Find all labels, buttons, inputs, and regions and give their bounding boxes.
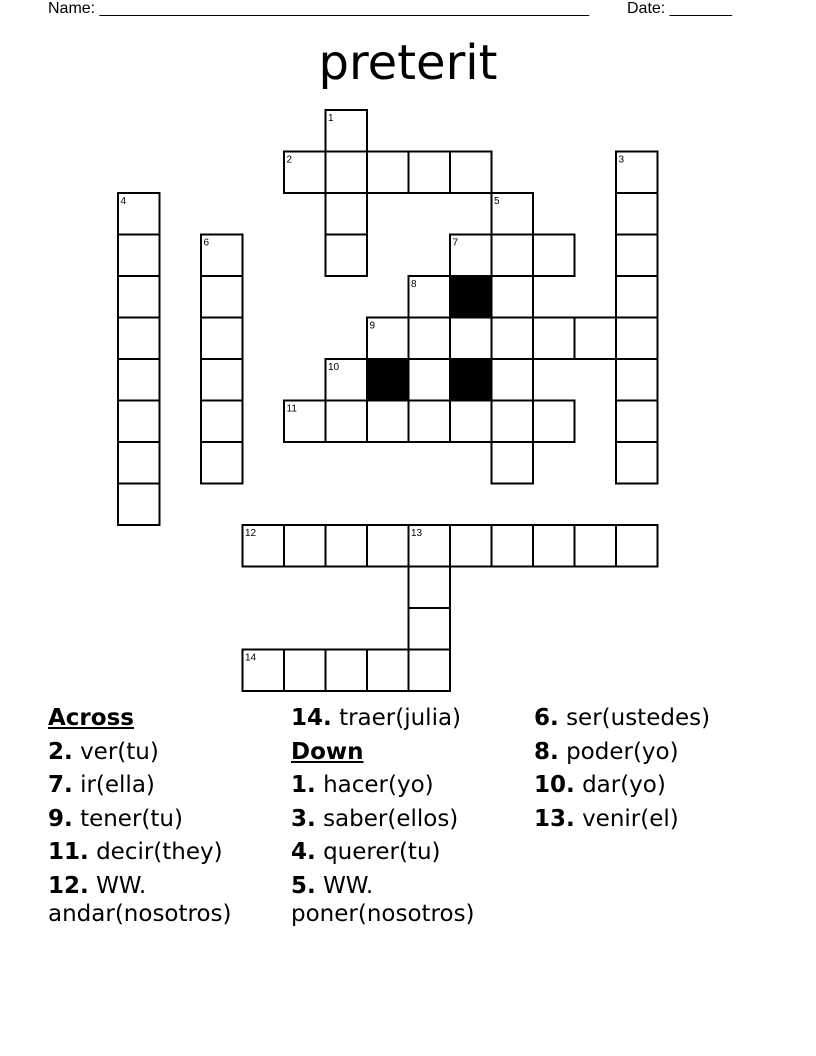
- clue-number-8: 8: [411, 279, 417, 290]
- grid-cell[interactable]: [616, 401, 658, 443]
- down-heading: Down: [291, 738, 364, 765]
- clue-down-6: 6. ser(ustedes): [534, 705, 711, 731]
- clue-across-9: 9. tener(tu): [48, 805, 183, 832]
- grid-cell[interactable]: [450, 318, 492, 360]
- clue-number-11: 11: [286, 403, 297, 415]
- grid-cell[interactable]: [616, 318, 658, 360]
- grid-cell[interactable]: [616, 276, 658, 318]
- clue-column-1: [48, 702, 263, 928]
- grid-cell[interactable]: [118, 484, 160, 526]
- clue-across-12: 12. WW. andar(nosotros): [48, 872, 232, 927]
- grid-cell[interactable]: [409, 359, 451, 401]
- grid-cell[interactable]: [492, 235, 534, 277]
- clue-down-4: 4. querer(tu): [291, 839, 441, 865]
- clue-down-13: 13. venir(el): [534, 805, 679, 832]
- clue-number-14: 14: [245, 652, 257, 664]
- clue-down-3: 3. saber(ellos): [291, 805, 459, 832]
- clue-number-5: 5: [494, 196, 500, 207]
- clue-down-10: 10. dar(yo): [534, 772, 666, 798]
- grid-cell[interactable]: [492, 442, 534, 484]
- grid-cell[interactable]: [450, 525, 492, 567]
- grid-cell[interactable]: [533, 318, 575, 360]
- grid-cell[interactable]: [118, 276, 160, 318]
- grid-cell[interactable]: [201, 276, 243, 318]
- grid-cell[interactable]: [409, 608, 451, 650]
- grid-cell[interactable]: [409, 567, 451, 609]
- grid-cell[interactable]: [326, 193, 368, 235]
- grid-cell[interactable]: [201, 401, 243, 443]
- grid-block: [367, 359, 409, 401]
- grid-cell[interactable]: [616, 525, 658, 567]
- grid-cell[interactable]: [326, 152, 368, 194]
- grid-cell[interactable]: [284, 650, 326, 692]
- grid-cell[interactable]: [326, 650, 368, 692]
- clue-down-8: 8. poder(yo): [534, 738, 679, 765]
- name-field[interactable]: Name: _______________________________________________________: [48, 0, 589, 17]
- clue-number-12: 12: [245, 528, 257, 539]
- across-heading: Across: [48, 705, 134, 731]
- clue-column-3: [534, 702, 794, 836]
- grid-block: [450, 359, 492, 401]
- grid-cell[interactable]: [284, 525, 326, 567]
- grid-cell[interactable]: [533, 235, 575, 277]
- grid-cell[interactable]: [450, 152, 492, 194]
- grid-cell[interactable]: [409, 401, 451, 443]
- grid-cell[interactable]: [616, 193, 658, 235]
- grid-cell[interactable]: [616, 442, 658, 484]
- date-field[interactable]: Date: _______: [627, 0, 732, 17]
- grid-cell[interactable]: [201, 318, 243, 360]
- clue-number-6: 6: [203, 237, 210, 249]
- clue-number-10: 10: [328, 362, 340, 373]
- clue-number-13: 13: [411, 528, 423, 539]
- grid-cell[interactable]: [118, 401, 160, 443]
- grid-cell[interactable]: [118, 442, 160, 484]
- grid-cell[interactable]: [533, 401, 575, 443]
- grid-cell[interactable]: [450, 401, 492, 443]
- grid-cell[interactable]: [326, 525, 368, 567]
- clue-across-14: 14. traer(julia): [291, 705, 462, 731]
- grid-cell[interactable]: [575, 525, 617, 567]
- clue-across-7: 7. ir(ella): [48, 772, 155, 798]
- clue-column-2: [291, 702, 521, 928]
- clue-number-2: 2: [286, 154, 293, 166]
- grid-cell[interactable]: [201, 359, 243, 401]
- grid-cell[interactable]: [118, 235, 160, 277]
- grid-cell[interactable]: [409, 318, 451, 360]
- grid-block: [450, 276, 492, 318]
- clue-number-7: 7: [452, 237, 459, 249]
- clue-number-9: 9: [369, 320, 376, 332]
- grid-cell[interactable]: [533, 525, 575, 567]
- grid-cell[interactable]: [575, 318, 617, 360]
- grid-cell[interactable]: [492, 525, 534, 567]
- grid-cell[interactable]: [616, 359, 658, 401]
- grid-cell[interactable]: [409, 650, 451, 692]
- grid-cell[interactable]: [492, 318, 534, 360]
- grid-cell[interactable]: [409, 152, 451, 194]
- puzzle-title: preterit: [318, 35, 498, 91]
- clue-number-3: 3: [618, 154, 625, 166]
- grid-cell[interactable]: [492, 276, 534, 318]
- clue-across-2: 2. ver(tu): [48, 738, 159, 765]
- clue-down-1: 1. hacer(yo): [291, 772, 434, 798]
- grid-cell[interactable]: [492, 401, 534, 443]
- grid-cell[interactable]: [367, 152, 409, 194]
- grid-cell[interactable]: [326, 235, 368, 277]
- grid-cell[interactable]: [367, 401, 409, 443]
- clue-down-5: 5. WW. poner(nosotros): [291, 872, 475, 927]
- grid-cell[interactable]: [367, 650, 409, 692]
- grid-cell[interactable]: [367, 525, 409, 567]
- clue-number-1: 1: [328, 113, 334, 124]
- grid-cell[interactable]: [201, 442, 243, 484]
- clue-number-4: 4: [120, 196, 127, 207]
- grid-cell[interactable]: [118, 359, 160, 401]
- grid-cell[interactable]: [616, 235, 658, 277]
- grid-cell[interactable]: [326, 401, 368, 443]
- clue-across-11: 11. decir(they): [48, 839, 223, 865]
- grid-cell[interactable]: [118, 318, 160, 360]
- grid-cell[interactable]: [492, 359, 534, 401]
